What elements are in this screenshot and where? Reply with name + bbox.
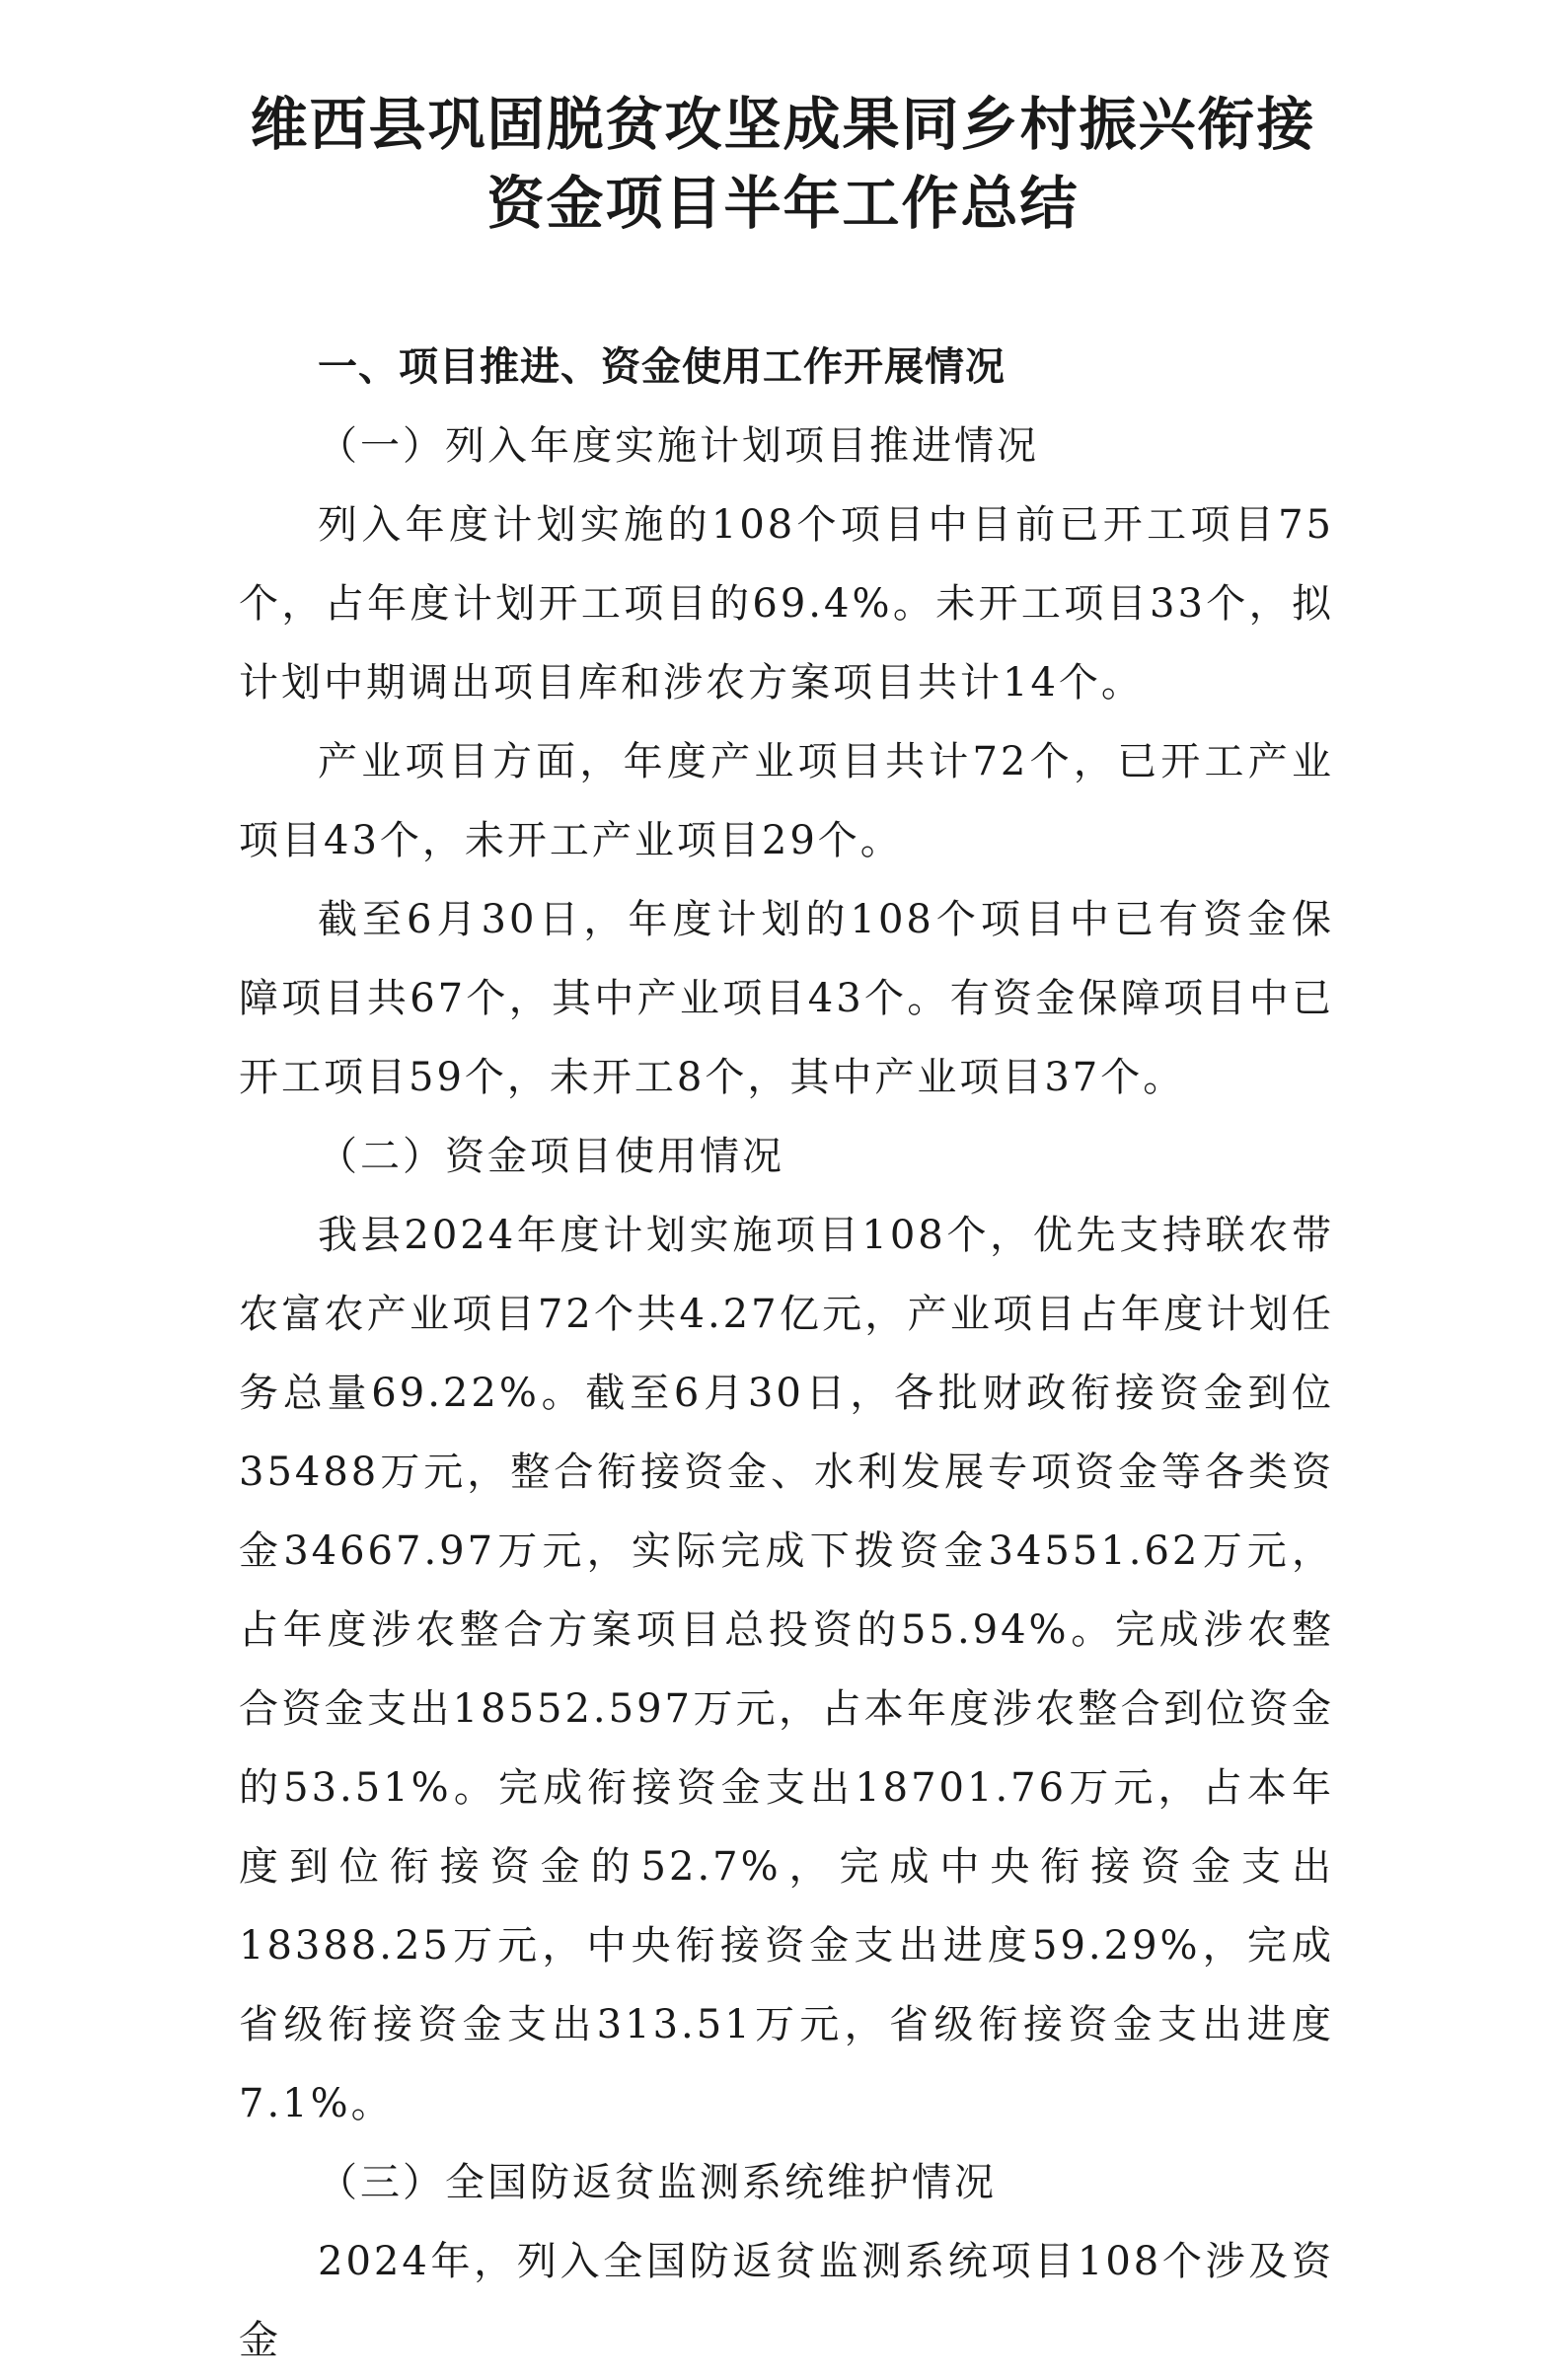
section-heading-1: 一、项目推进、资金使用工作开展情况 bbox=[318, 344, 1006, 390]
subsection-heading-2: （二）资金项目使用情况 bbox=[318, 1134, 784, 1179]
paragraph: 产业项目方面，年度产业项目共计72个，已开工产业项目43个，未开工产业项目29个。 bbox=[239, 739, 1334, 863]
subsection-heading-1: （一）列入年度实施计划项目推进情况 bbox=[318, 423, 1039, 469]
paragraph: 2024年，列入全国防返贫监测系统项目108个涉及资金 bbox=[239, 2239, 1334, 2363]
paragraph: 列入年度计划实施的108个项目中目前已开工项目75个，占年度计划开工项目的69.4%。未开工项目33个，拟计划中期调出项目库和涉农方案项目共计14个。 bbox=[239, 502, 1334, 706]
paragraph: 截至6月30日，年度计划的108个项目中已有资金保障项目共67个，其中产业项目43个。有资金保障项目中已开工项目59个，未开工8个，其中产业项目37个。 bbox=[239, 897, 1334, 1100]
document-title-line-2: 资金项目半年工作总结 bbox=[486, 170, 1080, 237]
subsection-heading-3: （三）全国防返贫监测系统维护情况 bbox=[318, 2160, 997, 2205]
paragraph: 我县2024年度计划实施项目108个，优先支持联农带农富农产业项目72个共4.27亿元，产业项目占年度计划任务总量69.22%。截至6月30日，各批财政衔接资金到位35488万元，整合衔接资金、水利发展专项资金等各类资金34667.97万元，实际完成下拨资金34551.62万元，占年度涉农整合方案项目总投资的55.94%。完成涉农整合资金支出18552.597万元，占本年度涉农整合到位资金的53.51%。完成衔接资金支出18701.76万元，占本年度到位衔接资金的52.7%，完成中央衔接资金支出18388.25万元，中央衔接资金支出进度59.29%，完成省级衔接资金支出313.51万元，省级衔接资金支出进度7.1%。 bbox=[239, 1213, 1334, 2126]
document-title-line-1: 维西县巩固脱贫攻坚成果同乡村振兴衔接 bbox=[250, 91, 1316, 158]
document-body bbox=[239, 328, 1334, 2380]
